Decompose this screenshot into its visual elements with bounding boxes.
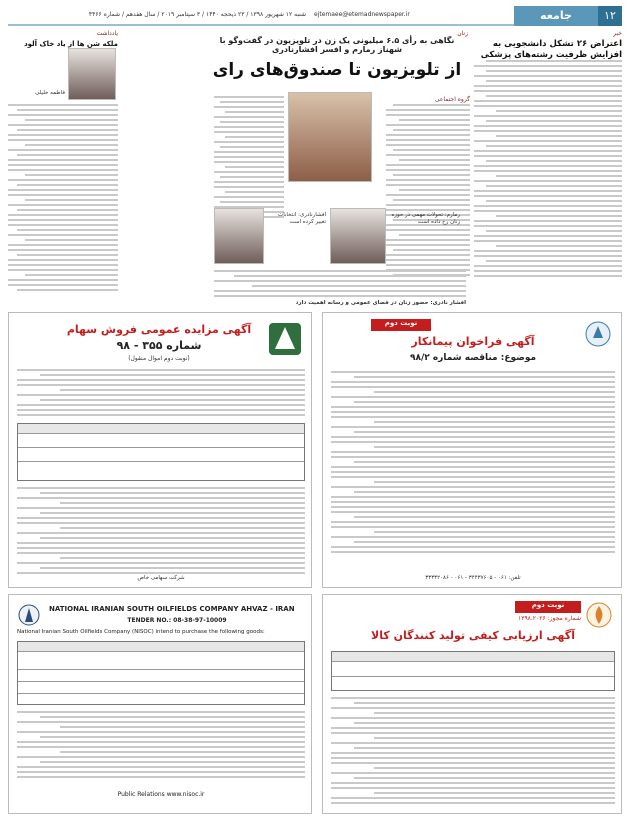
section-title: جامعه	[514, 6, 598, 26]
author-name: فاطمه خلیلی	[35, 90, 65, 96]
caption-2: رمارم: تحولات مهمی در حوزه زنان رخ داده است	[391, 212, 460, 225]
portrait-photo	[288, 92, 372, 182]
nisoc-footer: Public Relations www.nisoc.ir	[117, 791, 205, 798]
nisoc-logo	[17, 603, 41, 627]
nisoc-body: National Iranian South Oilfields Company (NISOC) intend to purchase the following goods:	[17, 629, 265, 635]
caption-1: افشارنادری: انتخابات تغییر کرده است	[278, 212, 326, 225]
nisoc-body-text	[17, 711, 305, 785]
gas-company-logo	[585, 601, 613, 629]
gas-ad	[322, 594, 622, 814]
mid-topline: نگاهی به رأی ۶.۵ میلیونی یک زن در تلویزیون در گفت‌وگو با شهناز رمارم و افسر افشارنادری	[219, 36, 455, 54]
tender-footer: تلفن: ۰۶۱ - ۳۴۴۳۷۶۰۵ - ۰۶۱ - ۳۳۳۳۲۰۸۶	[425, 575, 521, 581]
mid-kicker: زنان	[457, 30, 468, 37]
nisoc-title: NATIONAL IRANIAN SOUTH OILFIELDS COMPANY AHVAZ - IRAN	[49, 605, 295, 613]
auction-subtitle: شماره ۳۵۵ - ۹۸	[116, 339, 202, 352]
left-kicker: یادداشت	[96, 30, 118, 37]
mid-footer: افشار نادری: حضور زنان در فضای عمومی و رسانه اهمیت دارد	[295, 300, 466, 306]
news-column-right	[474, 30, 622, 284]
left-body	[8, 104, 118, 294]
mid-body-bottom	[214, 270, 466, 300]
page-header	[8, 6, 622, 26]
auction-body-top	[17, 369, 305, 419]
auction-ad	[8, 312, 312, 588]
left-title: ملکه شن ها از یاد خاک آلود	[24, 40, 118, 48]
tender-title: آگهی فراخوان پیمانکار	[411, 335, 535, 348]
nisoc-table	[17, 641, 305, 705]
right-title: اعتراض ۲۶ تشکل دانشجویی به افزایش ظرفیت رشته‌های پزشکی	[480, 39, 622, 60]
gas-body	[331, 697, 615, 807]
right-body	[474, 60, 622, 278]
issue-info: شنبه ۱۲ شهریور ۱۳۹۸ / ۲۳ ذیحجه ۱۴۴۰ / ۳ سپتامبر ۲۰۱۹ / سال هفدهم / شماره ۴۴۶۶	[88, 11, 306, 18]
auction-title: آگهی مزایده عمومی فروش سهام	[66, 323, 252, 336]
section-email: ejtemaee@etemadnewspaper.ir	[314, 11, 410, 18]
mid-body-left	[214, 96, 284, 226]
gas-subtitle: شماره مجوز: ۱۳۹۸.۲۰۲۶	[518, 615, 581, 622]
gas-table	[331, 651, 615, 691]
nisoc-ad	[8, 594, 312, 814]
page-number: ۱۲	[598, 6, 622, 26]
tender-body	[331, 371, 615, 571]
oil-company-logo	[583, 319, 613, 349]
tender-ad	[322, 312, 622, 588]
auction-note: (نوبت دوم اموال منقول)	[128, 355, 190, 362]
photo-2	[330, 208, 386, 264]
tender-tag: نوبت دوم	[371, 319, 431, 331]
mid-body-right	[386, 104, 470, 282]
gas-tag: نوبت دوم	[515, 601, 581, 613]
auction-footer: شرکت سهامی خاص	[137, 575, 185, 581]
nisoc-tender: TENDER NO.: 08-38-97-10009	[127, 617, 227, 624]
photo-1	[214, 208, 264, 264]
author-photo	[68, 48, 116, 100]
right-kicker: خبر	[613, 30, 622, 37]
opinion-column	[8, 30, 118, 300]
mid-headline: از تلویزیون تا صندوق‌های رای	[212, 60, 462, 80]
auction-body-bottom	[17, 487, 305, 579]
gas-title: آگهی ارزیابی کیفی تولید کنندگان کالا	[371, 629, 575, 642]
auction-table	[17, 423, 305, 481]
auction-logo	[265, 319, 305, 359]
mid-byline: گروه اجتماعی	[434, 96, 470, 103]
tender-subtitle: موضوع: مناقصه شماره ۹۸/۲	[409, 353, 537, 363]
